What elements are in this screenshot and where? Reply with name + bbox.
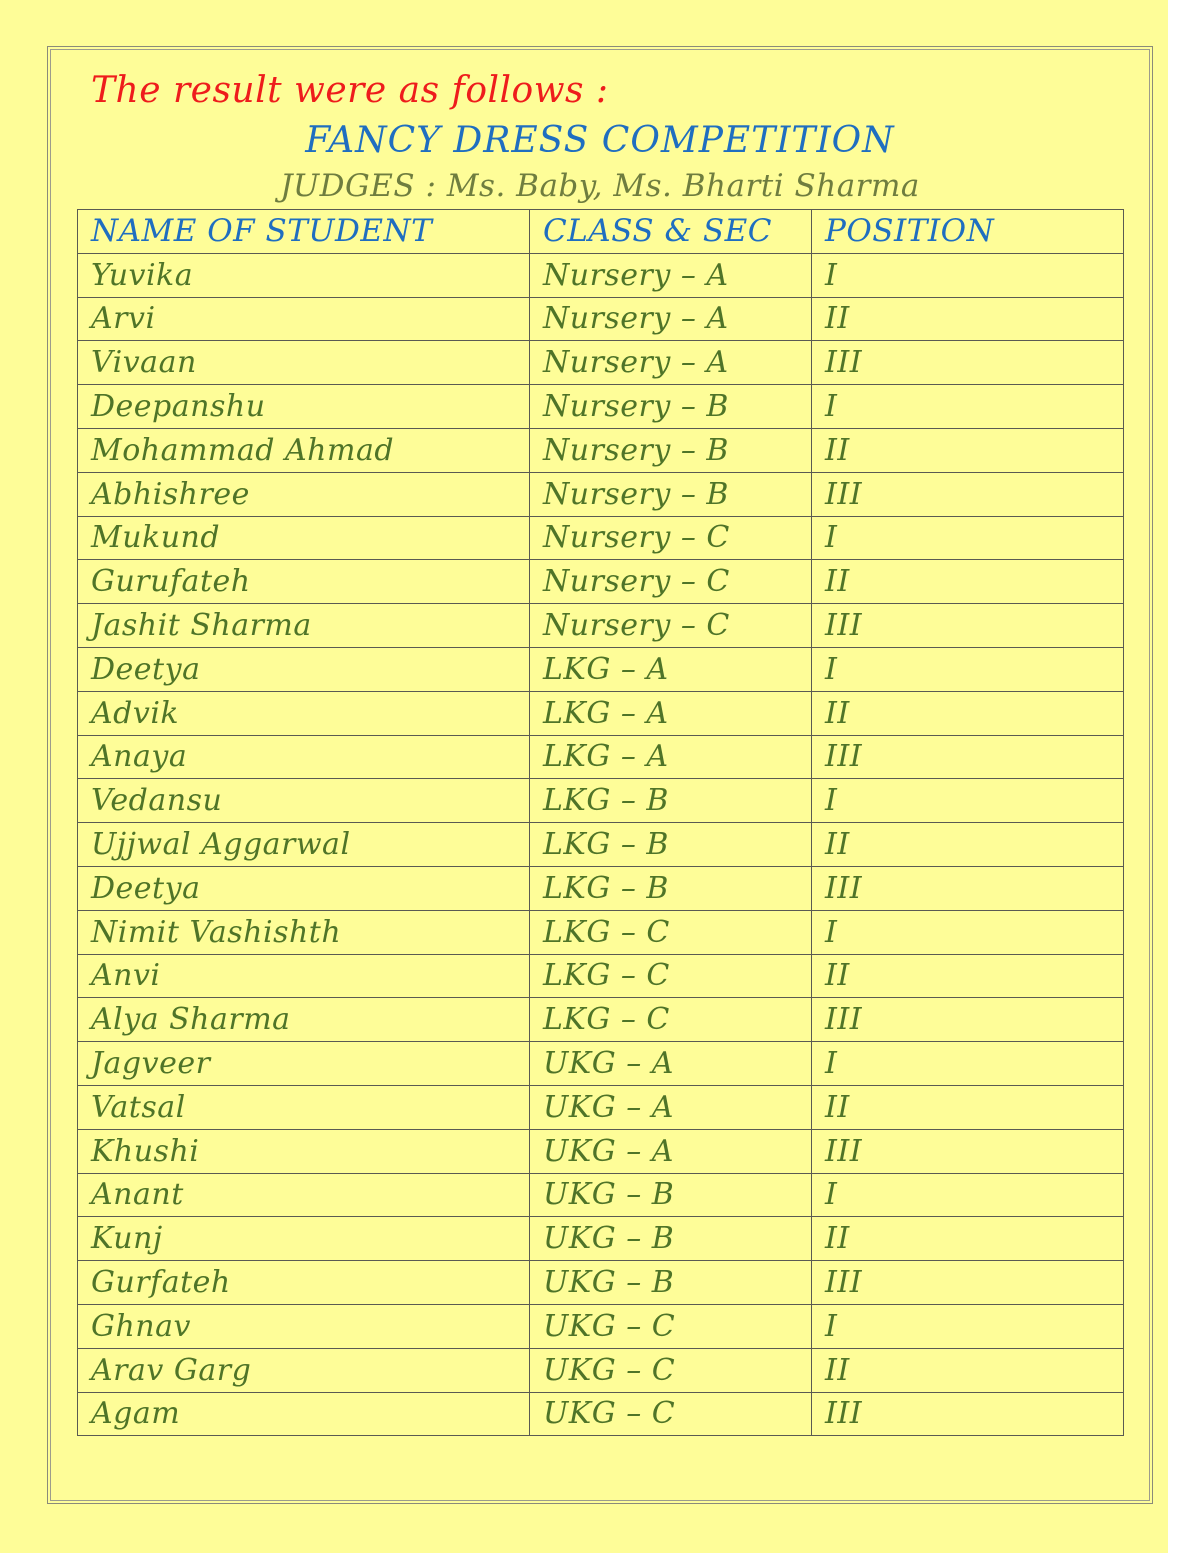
position-cell: III <box>812 735 1124 779</box>
table-row <box>78 516 1124 560</box>
position-cell: II <box>812 297 1124 341</box>
student-name-cell: Anant <box>78 1173 530 1217</box>
student-name-cell: Gurfateh <box>78 1261 530 1305</box>
class-sec-cell: Nursery – A <box>530 297 812 341</box>
table-row <box>78 604 1124 648</box>
student-name-cell: Advik <box>78 691 530 735</box>
student-name-cell: Ujjwal Aggarwal <box>78 823 530 867</box>
position-cell: I <box>812 1173 1124 1217</box>
class-sec-cell: UKG – A <box>530 1129 812 1173</box>
position-cell: I <box>812 253 1124 297</box>
table-row <box>78 297 1124 341</box>
header-name-of-student: NAME OF STUDENT <box>78 210 530 254</box>
student-name-cell: Abhishree <box>78 472 530 516</box>
student-name-cell: Khushi <box>78 1129 530 1173</box>
position-cell: I <box>812 910 1124 954</box>
student-name-cell: Ghnav <box>78 1304 530 1348</box>
table-row <box>78 866 1124 910</box>
table-row <box>78 472 1124 516</box>
table-row <box>78 1129 1124 1173</box>
class-sec-cell: Nursery – C <box>530 560 812 604</box>
table-row <box>78 910 1124 954</box>
table-row <box>78 1042 1124 1086</box>
table-row <box>78 691 1124 735</box>
class-sec-cell: UKG – A <box>530 1042 812 1086</box>
position-cell: III <box>812 1261 1124 1305</box>
student-name-cell: Agam <box>78 1392 530 1436</box>
class-sec-cell: UKG – A <box>530 1085 812 1129</box>
class-sec-cell: UKG – C <box>530 1348 812 1392</box>
position-cell: II <box>812 1217 1124 1261</box>
table-row <box>78 1348 1124 1392</box>
class-sec-cell: UKG – B <box>530 1261 812 1305</box>
student-name-cell: Yuvika <box>78 253 530 297</box>
class-sec-cell: UKG – C <box>530 1392 812 1436</box>
class-sec-cell: Nursery – B <box>530 428 812 472</box>
student-name-cell: Arav Garg <box>78 1348 530 1392</box>
position-cell: III <box>812 341 1124 385</box>
student-name-cell: Arvi <box>78 297 530 341</box>
class-sec-cell: LKG – C <box>530 910 812 954</box>
class-sec-cell: Nursery – C <box>530 516 812 560</box>
table-row <box>78 253 1124 297</box>
table-row <box>78 1217 1124 1261</box>
position-cell: III <box>812 1392 1124 1436</box>
intro-text: The result were as follows : <box>91 70 609 111</box>
table-row <box>78 428 1124 472</box>
student-name-cell: Mohammad Ahmad <box>78 428 530 472</box>
position-cell: I <box>812 1042 1124 1086</box>
student-name-cell: Deetya <box>78 647 530 691</box>
class-sec-cell: LKG – B <box>530 866 812 910</box>
position-cell: I <box>812 516 1124 560</box>
student-name-cell: Deepanshu <box>78 385 530 429</box>
class-sec-cell: LKG – A <box>530 735 812 779</box>
position-cell: II <box>812 823 1124 867</box>
student-name-cell: Vivaan <box>78 341 530 385</box>
class-sec-cell: Nursery – B <box>530 472 812 516</box>
class-sec-cell: UKG – B <box>530 1173 812 1217</box>
student-name-cell: Anaya <box>78 735 530 779</box>
position-cell: II <box>812 1348 1124 1392</box>
table-row <box>78 647 1124 691</box>
table-header-row <box>78 210 1124 254</box>
student-name-cell: Nimit Vashishth <box>78 910 530 954</box>
class-sec-cell: LKG – C <box>530 954 812 998</box>
position-cell: II <box>812 954 1124 998</box>
event-title: FANCY DRESS COMPETITION <box>305 120 895 161</box>
table-row <box>78 1392 1124 1436</box>
position-cell: I <box>812 647 1124 691</box>
table-row <box>78 341 1124 385</box>
table-row <box>78 954 1124 998</box>
position-cell: II <box>812 560 1124 604</box>
student-name-cell: Vatsal <box>78 1085 530 1129</box>
class-sec-cell: LKG – B <box>530 779 812 823</box>
student-name-cell: Kunj <box>78 1217 530 1261</box>
position-cell: II <box>812 428 1124 472</box>
table-row <box>78 779 1124 823</box>
class-sec-cell: LKG – A <box>530 691 812 735</box>
student-name-cell: Alya Sharma <box>78 998 530 1042</box>
table-row <box>78 735 1124 779</box>
table-row <box>78 1173 1124 1217</box>
class-sec-cell: Nursery – B <box>530 385 812 429</box>
class-sec-cell: Nursery – A <box>530 341 812 385</box>
position-cell: III <box>812 1129 1124 1173</box>
position-cell: III <box>812 472 1124 516</box>
class-sec-cell: UKG – B <box>530 1217 812 1261</box>
class-sec-cell: LKG – B <box>530 823 812 867</box>
student-name-cell: Mukund <box>78 516 530 560</box>
table-row <box>78 998 1124 1042</box>
header-class-sec: CLASS & SEC <box>530 210 812 254</box>
class-sec-cell: UKG – C <box>530 1304 812 1348</box>
class-sec-cell: Nursery – C <box>530 604 812 648</box>
position-cell: II <box>812 1085 1124 1129</box>
student-name-cell: Jashit Sharma <box>78 604 530 648</box>
student-name-cell: Gurufateh <box>78 560 530 604</box>
position-cell: I <box>812 385 1124 429</box>
position-cell: II <box>812 691 1124 735</box>
header-position: POSITION <box>812 210 1124 254</box>
judges-line: JUDGES : Ms. Baby, Ms. Bharti Sharma <box>280 168 920 204</box>
position-cell: III <box>812 866 1124 910</box>
class-sec-cell: LKG – C <box>530 998 812 1042</box>
table-row <box>78 823 1124 867</box>
table-row <box>78 1261 1124 1305</box>
class-sec-cell: Nursery – A <box>530 253 812 297</box>
table-row <box>78 560 1124 604</box>
table-row <box>78 385 1124 429</box>
student-name-cell: Deetya <box>78 866 530 910</box>
results-table <box>77 209 1124 1436</box>
table-row <box>78 1304 1124 1348</box>
position-cell: III <box>812 604 1124 648</box>
student-name-cell: Vedansu <box>78 779 530 823</box>
class-sec-cell: LKG – A <box>530 647 812 691</box>
position-cell: III <box>812 998 1124 1042</box>
table-row <box>78 1085 1124 1129</box>
student-name-cell: Jagveer <box>78 1042 530 1086</box>
position-cell: I <box>812 1304 1124 1348</box>
student-name-cell: Anvi <box>78 954 530 998</box>
position-cell: I <box>812 779 1124 823</box>
